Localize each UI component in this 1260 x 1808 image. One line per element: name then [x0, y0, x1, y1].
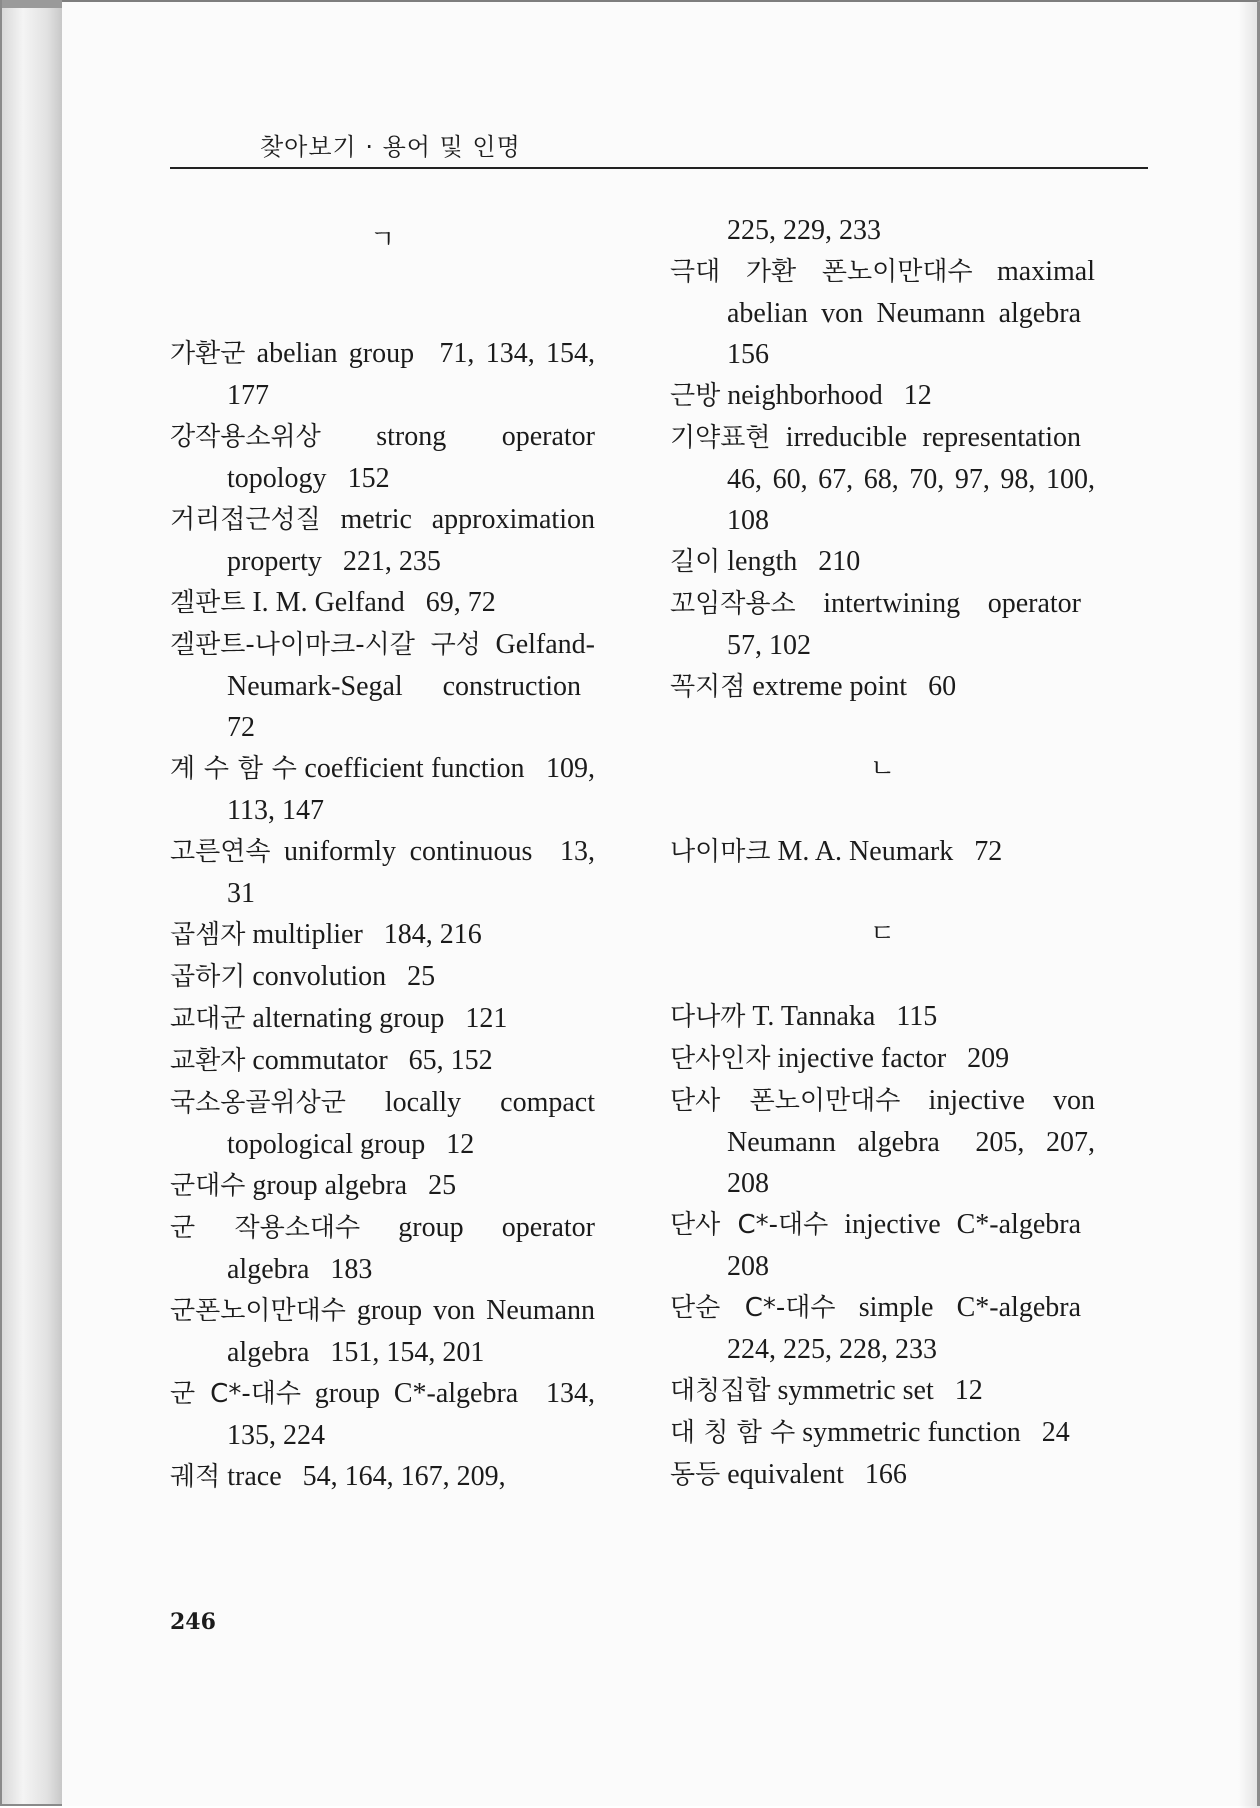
entry-page-refs: 72 [227, 712, 255, 743]
index-entry [170, 1373, 595, 1456]
index-entry [670, 375, 1095, 417]
entry-page-refs: 156 [727, 339, 769, 370]
entry-korean-term: 꼭지점 [670, 672, 746, 702]
index-entry [170, 998, 595, 1040]
entry-page-refs: 208 [727, 1251, 769, 1282]
entry-korean-term: 강작용소위상 [170, 422, 321, 452]
entry-page-refs: 166 [864, 1459, 907, 1490]
header-rule [170, 167, 1148, 169]
index-entry [170, 624, 595, 748]
index-entry [170, 1207, 595, 1290]
entry-english-term: trace [227, 1461, 282, 1492]
entry-page-refs: 71, 134, 154, 177 [227, 338, 596, 411]
entry-page-refs: 224, 225, 228, 233 [727, 1334, 937, 1365]
running-head-title: 찾아보기 · 용어 및 인명 [260, 133, 521, 161]
entry-page-refs: 54, 164, 167, 209, [302, 1461, 506, 1492]
entry-english-term: I. M. Gelfand [252, 587, 405, 618]
entry-english-term: maximal abelian von Neumann algebra [727, 256, 1095, 329]
entry-english-term: locally compact topological group [227, 1087, 595, 1160]
entry-korean-term: 군폰노이만대수 [170, 1296, 346, 1326]
entry-page-refs: 12 [446, 1129, 475, 1160]
entry-korean-term: 계 수 함 수 [170, 754, 297, 784]
index-entry [670, 1412, 1095, 1454]
entry-english-term: group algebra [252, 1170, 408, 1201]
left-entry-list [170, 333, 595, 1498]
entry-korean-term: 겔판트-나이마크-시갈 구성 [170, 630, 481, 660]
entry-page-refs: 69, 72 [425, 587, 496, 618]
entry-page-refs: 25 [428, 1170, 457, 1201]
entry-korean-term: 곱하기 [170, 962, 246, 992]
entry-english-term: injective factor [777, 1043, 947, 1074]
index-page [62, 0, 1260, 1806]
entry-page-refs: 221, 235 [342, 546, 441, 577]
entry-english-term: multiplier [252, 919, 363, 950]
entry-page-refs: 121 [465, 1003, 508, 1034]
entry-korean-term: 교환자 [170, 1046, 246, 1076]
entry-list-nieun [670, 831, 1095, 873]
entry-korean-term: 궤적 [170, 1462, 221, 1492]
index-entry [670, 1454, 1095, 1496]
entry-english-term: injective C*-algebra [844, 1209, 1082, 1240]
entry-korean-term: 기약표현 [670, 423, 771, 453]
index-entry [670, 1370, 1095, 1412]
entry-page-refs: 184, 216 [383, 919, 482, 950]
entry-korean-term: 단사인자 [670, 1044, 771, 1074]
entry-list-digeut [670, 996, 1095, 1496]
entry-korean-term: 길이 [670, 547, 721, 577]
entry-korean-term: 대 칭 함 수 [670, 1418, 796, 1448]
entry-english-term: T. Tannaka [752, 1001, 876, 1032]
index-entry [170, 1165, 595, 1207]
right-index-column [670, 210, 1095, 1496]
entry-korean-term: 국소옹골위상군 [170, 1088, 346, 1118]
book-spine-edge [0, 0, 62, 1806]
entry-english-term: symmetric set [777, 1375, 934, 1406]
entry-korean-term: 군 작용소대수 [170, 1213, 361, 1243]
entry-korean-term: 단순 C*-대수 [670, 1293, 836, 1323]
entry-english-term: convolution [252, 961, 387, 992]
entry-korean-term: 교대군 [170, 1004, 246, 1034]
entry-korean-term: 단사 폰노이만대수 [670, 1086, 901, 1116]
running-head [170, 130, 1146, 168]
index-entry [170, 1456, 595, 1498]
entry-english-term: abelian group [256, 338, 415, 369]
entry-korean-term: 다나까 [670, 1002, 746, 1032]
index-entry [170, 499, 595, 582]
entry-page-refs: 57, 102 [727, 630, 811, 661]
entry-english-term: symmetric function [802, 1417, 1021, 1448]
entry-page-refs: 209 [967, 1043, 1010, 1074]
index-entry [670, 1204, 1095, 1287]
index-entry [670, 666, 1095, 708]
entry-page-refs: 134, 135, 224 [227, 1378, 595, 1451]
entry-english-term: alternating group [252, 1003, 445, 1034]
entry-korean-term: 나이마크 [670, 837, 771, 867]
index-entry [670, 1080, 1095, 1204]
entry-page-refs: 109, 113, 147 [227, 753, 596, 826]
index-entry [670, 831, 1095, 873]
right-entry-list-giyeok [670, 251, 1095, 708]
entry-korean-term: 겔판트 [170, 588, 246, 618]
index-entry [170, 956, 595, 998]
index-entry [670, 251, 1095, 375]
entry-page-refs: 60 [928, 671, 957, 702]
entry-korean-term: 거리접근성질 [170, 505, 321, 535]
entry-english-term: neighborhood [727, 380, 883, 411]
entry-korean-term: 대칭집합 [670, 1376, 771, 1406]
entry-english-term: group operator algebra [227, 1212, 595, 1285]
entry-page-refs: 152 [347, 463, 390, 494]
entry-page-refs: 12 [954, 1375, 983, 1406]
entry-english-term: group von Neumann algebra [227, 1295, 595, 1368]
entry-english-term: strong operator topology [227, 421, 595, 494]
entry-english-term: uniformly continuous [284, 836, 533, 867]
index-entry [170, 914, 595, 956]
index-entry [170, 582, 595, 624]
index-entry [670, 541, 1095, 583]
section-letter-digeut: ㄷ [869, 919, 896, 949]
section-letter-giyeok: ㄱ [369, 225, 396, 255]
entry-korean-term: 고른연속 [170, 837, 271, 867]
entry-english-term: commutator [252, 1045, 388, 1076]
entry-english-term: intertwining operator [823, 588, 1081, 619]
entry-english-term: group C*-algebra [314, 1378, 519, 1409]
index-entry [170, 1082, 595, 1165]
index-entry [170, 333, 595, 416]
section-letter-nieun: ㄴ [869, 754, 896, 784]
entry-korean-term: 동등 [670, 1460, 721, 1490]
entry-korean-term: 극대 가환 폰노이만대수 [670, 257, 973, 287]
index-entry [670, 996, 1095, 1038]
index-entry [670, 1038, 1095, 1080]
index-entry [170, 831, 595, 914]
entry-page-refs: 72 [974, 836, 1003, 867]
entry-korean-term: 단사 C*-대수 [670, 1210, 829, 1240]
page-number: 246 [170, 1609, 216, 1635]
entry-page-refs: 13, 31 [227, 836, 596, 909]
entry-page-refs: 183 [330, 1254, 373, 1285]
entry-page-refs: 65, 152 [408, 1045, 493, 1076]
index-entry [170, 748, 595, 831]
entry-page-refs: 205, 207, 208 [727, 1127, 1096, 1199]
entry-page-refs: 46, 60, 67, 68, 70, 97, 98, 100, 108 [727, 464, 1095, 536]
entry-korean-term: 곱셈자 [170, 920, 246, 950]
left-index-column [170, 210, 595, 1498]
entry-english-term: length [727, 546, 798, 577]
entry-english-term: equivalent [727, 1459, 844, 1490]
entry-korean-term: 꼬임작용소 [670, 589, 796, 619]
entry-page-refs: 115 [896, 1001, 938, 1032]
entry-page-refs: 24 [1041, 1417, 1070, 1448]
entry-english-term: coefficient function [304, 753, 525, 784]
index-entry [670, 1287, 1095, 1370]
entry-english-term: Gelfand-Neumark-Segal construction [227, 629, 595, 702]
entry-english-term: simple C*-algebra [858, 1292, 1082, 1323]
continued-page-refs: 225, 229, 233 [727, 215, 881, 246]
entry-page-refs: 210 [818, 546, 861, 577]
entry-korean-term: 가환군 [170, 339, 246, 369]
entry-english-term: metric approximation property [227, 504, 595, 577]
entry-page-refs: 12 [903, 380, 932, 411]
index-entry [670, 583, 1095, 666]
index-entry [170, 416, 595, 499]
entry-english-term: injective von Neumann algebra [727, 1085, 1095, 1158]
entry-korean-term: 근방 [670, 381, 721, 411]
index-entry [670, 417, 1095, 541]
entry-korean-term: 군대수 [170, 1171, 246, 1201]
entry-page-refs: 151, 154, 201 [330, 1337, 485, 1368]
entry-english-term: M. A. Neumark [777, 836, 954, 867]
index-entry [170, 1040, 595, 1082]
entry-korean-term: 군 C*-대수 [170, 1379, 301, 1409]
entry-english-term: irreducible representation [785, 422, 1081, 453]
index-entry [170, 1290, 595, 1373]
entry-english-term: extreme point [752, 671, 908, 702]
entry-page-refs: 25 [407, 961, 436, 992]
